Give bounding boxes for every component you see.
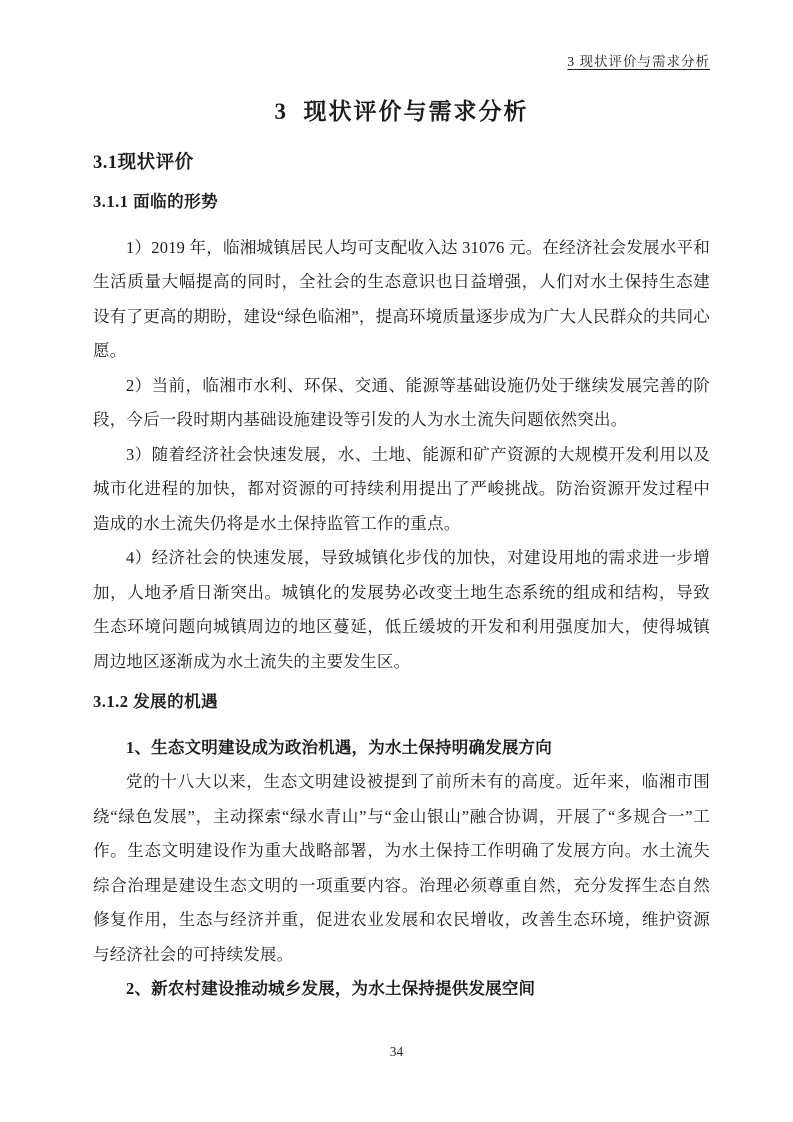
page-footer	[0, 1044, 793, 1060]
subsection-heading-3-1-2: 3.1.2 发展的机遇	[93, 692, 219, 712]
subsection-3-1-1-body	[93, 231, 710, 680]
paragraph-3: 3）随着经济社会快速发展，水、土地、能源和矿产资源的大规模开发利用以及城市化进程的加快，都对资源的可持续利用提出了严峻挑战。防治资源开发过程中造成的水土流失仍将是水土保持监管工作的重点。	[93, 444, 710, 533]
section-heading-3-1: 3.1现状评价	[93, 153, 194, 173]
numbered-subheading-1: 1、生态文明建设成为政治机遇，为水土保持明确发展方向	[126, 737, 552, 757]
numbered-subheading-2: 2、新农村建设推动城乡发展，为水土保持提供发展空间	[126, 979, 536, 999]
paragraph-1: 1）2019 年，临湘城镇居民人均可支配收入达 31076 元。在经济社会发展水平和生活质量大幅提高的同时，全社会的生态意识也日益增强，人们对水土保持生态建设有了更高的期盼，建设“绿色临湘”，提高环境质量逐步成为广大人民群众的共同心愿。	[93, 237, 710, 361]
paragraph-4: 4）经济社会的快速发展，导致城镇化步伐的加快，对建设用地的需求进一步增加，人地矛盾日渐突出。城镇化的发展势必改变土地生态系统的组成和结构，导致生态环境问题向城镇周边的地区蔓延，低丘缓坡的开发和利用强度加大，使得城镇周边地区逐渐成为水土流失的主要发生区。	[93, 548, 710, 671]
page-number: 34	[389, 1044, 404, 1059]
running-head: 3 现状评价与需求分析	[567, 54, 710, 69]
subsection-3-1-2-body	[93, 731, 710, 1007]
chapter-title: 3 现状评价与需求分析	[274, 99, 529, 124]
paragraph-5: 党的十八大以来，生态文明建设被提到了前所未有的高度。近年来，临湘市围绕“绿色发展”，主动探索“绿水青山”与“金山银山”融合协调，开展了“多规合一”工作。生态文明建设作为重大战略部署，为水土保持工作明确了发展方向。水土流失综合治理是建设生态文明的一项重要内容。治理必须尊重自然，充分发挥生态自然修复作用，生态与经济并重，促进农业发展和农民增收，改善生态环境，维护资源与经济社会的可持续发展。	[93, 772, 710, 964]
subsection-heading-3-1-1: 3.1.1 面临的形势	[93, 192, 219, 212]
paragraph-2: 2）当前，临湘市水利、环保、交通、能源等基础设施仍处于继续发展完善的阶段，今后一段时期内基础设施建设等引发的人为水土流失问题依然突出。	[93, 375, 710, 430]
page-header	[93, 52, 710, 72]
